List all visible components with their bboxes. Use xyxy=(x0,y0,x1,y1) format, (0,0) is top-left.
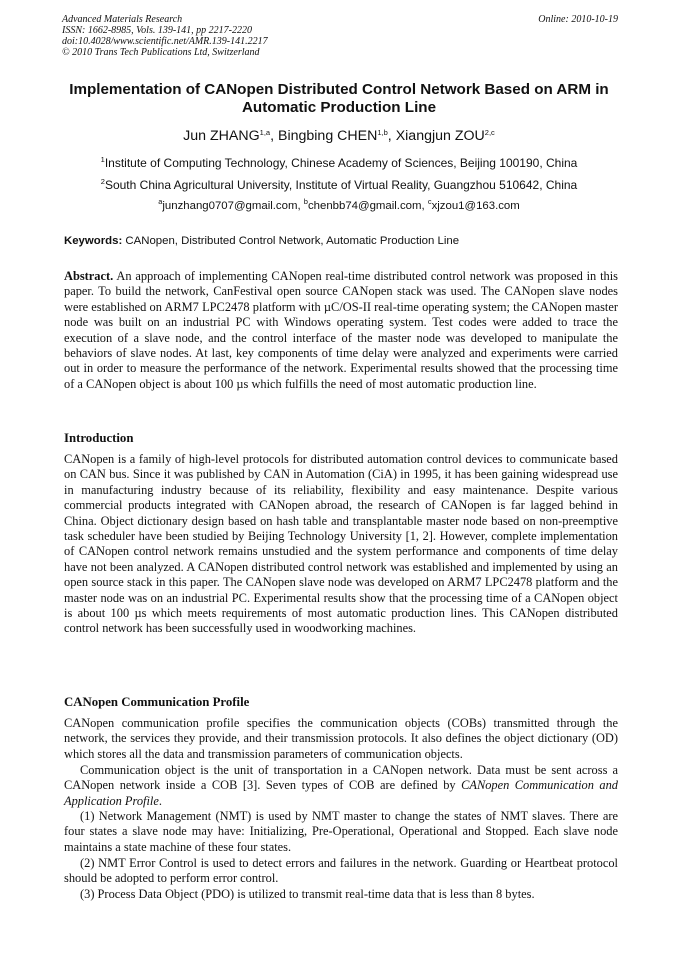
affiliation-text: Institute of Computing Technology, Chinese Academy of Sciences, Beijing 100190, China xyxy=(104,156,578,170)
introduction-heading: Introduction xyxy=(64,431,134,445)
profile-title-italic: CANopen Communication and Application Profile xyxy=(64,778,618,808)
introduction-paragraph: CANopen is a family of high-level protocols for distributed automation control devices to communicate based on CAN bus. Since it was published by CAN in Automation (CiA) in 1995, it has been gaining widespread use in manufacturing industry because of its reliability, flexibility and easy maintenance. Despite various commercial products integrated with CANopen abroad, the research of CANopen is far lagged behind in China. Object dictionary design based on hash table and transplantable master node based on non-preemptive task scheduler have been studied by Beijing Technology University [1, 2]. However, complete implementation of CANopen control network remains unstudied and the system performance and components of time delay have not been analyzed. A CANopen distributed control network was established and implemented by using an open source stack in this paper. The CANopen slave node was developed on ARM7 LPC2478 platform and the master node was on an industrial PC. Experimental results show that the processing time of a CANopen object is about 100 µs which meets requirements of most automatic production lines. This CANopen distributed control network has been successfully used in woodworking machines. xyxy=(64,452,618,636)
journal-header xyxy=(62,14,618,58)
email-separator: , xyxy=(297,200,304,212)
keywords-label: Keywords: xyxy=(64,235,123,247)
author-affiliation-mark: 1,a xyxy=(259,128,271,137)
journal-name: Advanced Materials Research xyxy=(62,14,183,25)
affiliation-text: South China Agricultural University, Institute of Virtual Reality, Guangzhou 510642, China xyxy=(104,178,578,192)
email-link[interactable]: xjzou1@163.com xyxy=(431,200,520,212)
abstract-text: An approach of implementing CANopen real-time distributed control network was proposed in this paper. To build the network, CanFestival open source CANopen stack was used. The CANopen slave nodes were established on ARM7 LPC2478 platform with µC/OS-II real-time operating system; the CANopen master node was built on an industrial PC with Windows operating system. Test codes were added to trace the execution of a slave node, and the control interface of the master node was developed to manipulate the behaviors of slave nodes. At last, key components of time delay were analyzed and experiments were carried out in order to measure the performance of the network. Experimental results showed that the processing time of a CANopen object is about 100 µs which fulfills the need of most automatic production line. xyxy=(64,269,618,391)
author-name: Jun ZHANG xyxy=(183,128,260,144)
author-affiliation-mark: 1,b xyxy=(377,128,388,137)
communication-paragraph-1: CANopen communication profile specifies the communication objects (COBs) transmitted through the network, the services they provide, and their transmission protocols. It also defines the object dictionary (OD) which stores all the data and transmission parameters of communication objects. xyxy=(64,716,618,761)
pdo-paragraph: (3) Process Data Object (PDO) is utilized to transmit real-time data that is less than 8 bytes. xyxy=(80,887,535,901)
email-mark: c xyxy=(427,197,432,206)
nmt-paragraph: (1) Network Management (NMT) is used by NMT master to change the states of NMT slaves. There are four states a slave node may have: Initializing, Pre-Operational, Operational and Stopped. Each slave node maintains a state machine of these four states. xyxy=(64,809,618,854)
affiliation-2 xyxy=(40,178,638,192)
abstract xyxy=(64,269,618,392)
email-link[interactable]: chenbb74@gmail.com xyxy=(307,200,422,212)
communication-paragraph-2 xyxy=(64,763,618,809)
email-mark: a xyxy=(158,197,163,206)
keywords xyxy=(64,234,618,248)
affiliation-mark: 1 xyxy=(100,155,105,164)
communication-paragraph-2-text: Communication object is the unit of transportation in a CANopen network. Data must be sent across a CANopen network inside a COB [3]. Seven types of COB are defined by xyxy=(64,763,618,793)
author-affiliation-mark: 2,c xyxy=(484,128,495,137)
email-link[interactable]: junzhang0707@gmail.com xyxy=(162,200,298,212)
email-separator: , xyxy=(421,200,428,212)
author-list: Jun ZHANG$^{1,a}$, Bingbing CHEN$^{1,b}$, Xiangjun ZOU$^{2,c}$ xyxy=(183,128,495,144)
communication-heading: CANopen Communication Profile xyxy=(64,695,250,709)
author-name: Bingbing CHEN xyxy=(277,128,378,144)
doi-line: doi:10.4028/www.scientific.net/AMR.139-141.2217 xyxy=(62,36,268,47)
affiliation-mark: 2 xyxy=(100,177,105,186)
communication-paragraph-2-end: . xyxy=(158,793,162,808)
author-name: Xiangjun ZOU xyxy=(395,128,485,144)
abstract-label: Abstract. xyxy=(64,269,114,283)
copyright-line: © 2010 Trans Tech Publications Ltd, Switzerland xyxy=(62,47,260,58)
keywords-text: CANopen, Distributed Control Network, Automatic Production Line xyxy=(122,235,460,247)
paper-title: Implementation of CANopen Distributed Control Network Based on ARM in Automatic Production Line xyxy=(69,81,609,116)
email-list xyxy=(40,199,638,213)
online-date: Online: 2010-10-19 xyxy=(538,14,618,25)
nmt-error-paragraph: (2) NMT Error Control is used to detect errors and failures in the network. Guarding or Heartbeat protocol should be adopted to perform error control. xyxy=(64,856,618,886)
issn-line: ISSN: 1662-8985, Vols. 139-141, pp 2217-2220 xyxy=(62,25,252,36)
email-mark: b xyxy=(303,197,308,206)
affiliation-1 xyxy=(40,156,638,170)
